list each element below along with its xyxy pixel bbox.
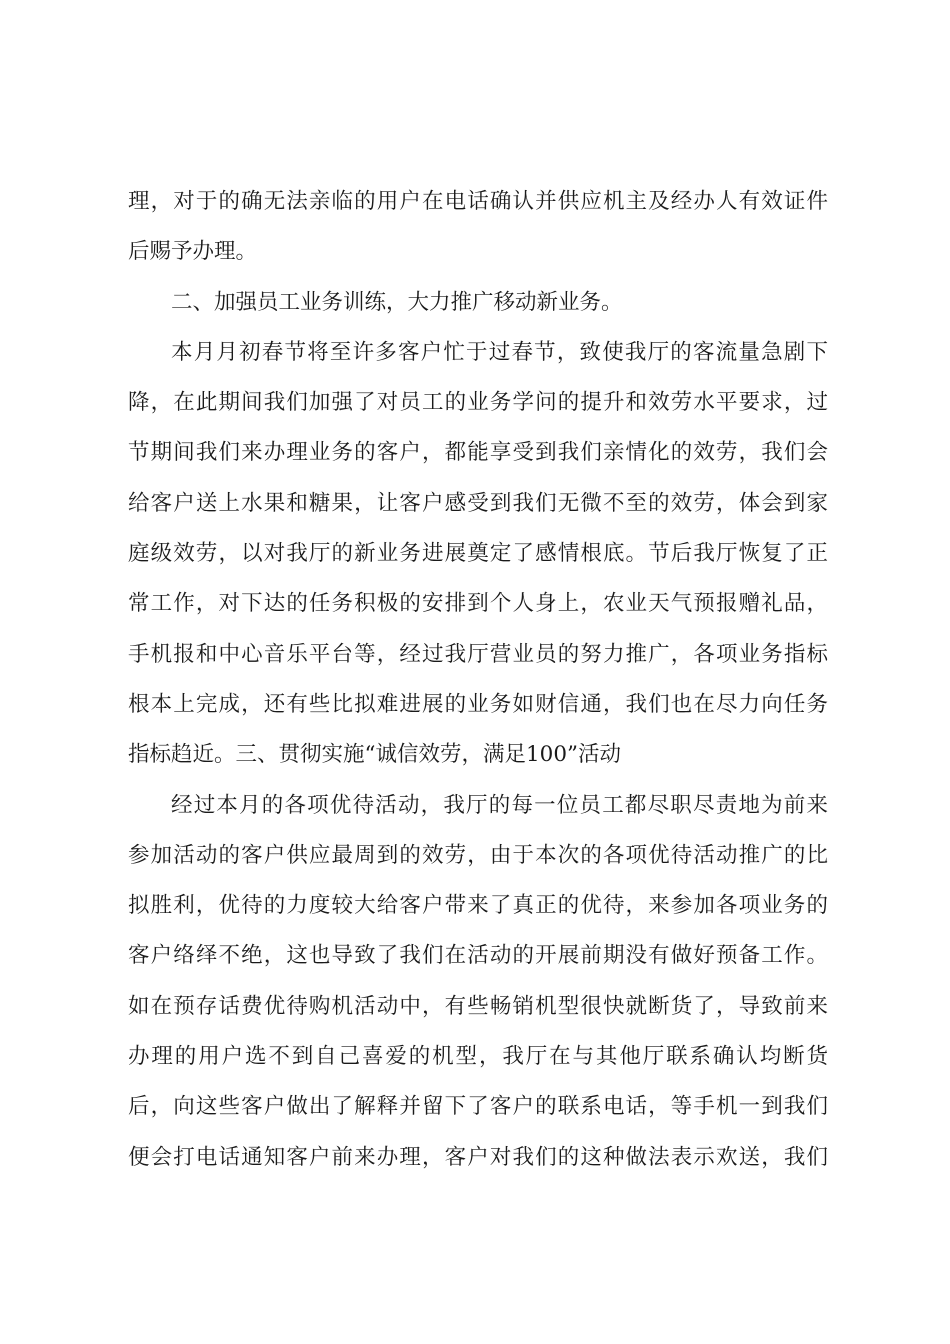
text-line: 节期间我们来办理业务的客户，都能享受到我们亲情化的效劳，我们会 xyxy=(128,440,828,466)
text-line: 常工作，对下达的任务积极的安排到个人身上，农业天气预报赠礼品， xyxy=(128,591,828,617)
text-line: 庭级效劳，以对我厅的新业务进展奠定了感情根底。节后我厅恢复了正 xyxy=(128,541,828,567)
text-line: 客户络绎不绝，这也导致了我们在活动的开展前期没有做好预备工作。 xyxy=(128,943,828,969)
text-line: 本月月初春节将至许多客户忙于过春节，致使我厅的客流量急剧下 xyxy=(171,339,828,365)
text-line: 后赐予办理。 xyxy=(128,239,258,265)
text-line: 降，在此期间我们加强了对员工的业务学问的提升和效劳水平要求，过 xyxy=(128,390,828,416)
text-line: 便会打电话通知客户前来办理，客户对我们的这种做法表示欢送，我们 xyxy=(128,1144,828,1170)
text-line: 办理的用户选不到自己喜爱的机型，我厅在与其他厅联系确认均断货 xyxy=(128,1044,828,1070)
text-line: 拟胜利，优待的力度较大给客户带来了真正的优待，来参加各项业务的 xyxy=(128,893,828,919)
text-line: 二、加强员工业务训练，大力推广移动新业务。 xyxy=(171,289,623,315)
body-text xyxy=(128,177,828,1183)
text-line: 理，对于的确无法亲临的用户在电话确认并供应机主及经办人有效证件 xyxy=(128,189,828,214)
text-line: 根本上完成，还有些比拟难进展的业务如财信通，我们也在尽力向任务 xyxy=(128,691,828,717)
text-line: 参加活动的客户供应最周到的效劳，由于本次的各项优待活动推广的比 xyxy=(128,842,828,868)
text-line: 手机报和中心音乐平台等，经过我厅营业员的努力推广，各项业务指标 xyxy=(128,641,828,667)
text-line: 经过本月的各项优待活动，我厅的每一位员工都尽职尽责地为前来 xyxy=(171,792,828,818)
text-line: 指标趋近。三、贯彻实施“诚信效劳，满足100”活动 xyxy=(128,742,622,768)
text-line: 后，向这些客户做出了解释并留下了客户的联系电话，等手机一到我们 xyxy=(128,1094,828,1120)
text-line: 如在预存话费优待购机活动中，有些畅销机型很快就断货了，导致前来 xyxy=(128,993,828,1019)
text-line: 给客户送上水果和糖果，让客户感受到我们无微不至的效劳，体会到家 xyxy=(128,490,828,516)
